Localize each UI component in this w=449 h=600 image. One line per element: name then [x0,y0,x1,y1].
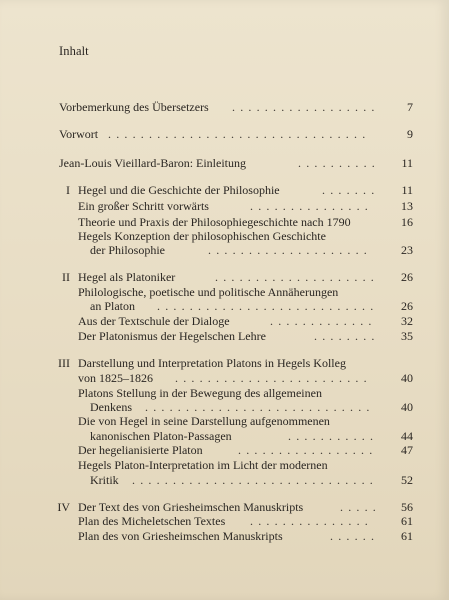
chapter-numeral: III [58,356,70,370]
toc-page-number: 9 [407,127,413,141]
toc-page-number: 23 [401,243,413,257]
toc-entry [0,298,413,314]
toc-entry-title: Plan des Micheletschen Textes [78,514,226,528]
dot-leader: ............. [270,314,377,328]
toc-entry-title: Hegels Platon-Interpretation im Licht der modernen [78,458,328,472]
dot-leader: .......... [298,156,380,170]
toc-entry-title: an Platon [90,299,135,313]
toc-entry-title: Hegel und die Geschichte der Philosophie [78,183,280,197]
dot-leader: ............................ [145,400,375,414]
dot-leader: ........................... [157,299,379,313]
toc-page-number: 47 [401,443,413,457]
toc-entry-title: Vorwort [59,127,99,141]
toc-entry [0,528,413,544]
toc-page-number: 61 [401,514,413,528]
toc-entry-title: Kritik [90,473,119,487]
toc-page-number: 61 [401,529,413,543]
toc-page-number: 11 [401,156,413,170]
dot-leader: .................. [232,100,380,114]
toc-entry-title: Vorbemerkung des Übersetzers [59,100,209,114]
dot-leader: ....... [322,183,380,197]
toc-entry-title: Der hegelianisierte Platon [78,443,203,457]
toc-page-number: 40 [401,400,413,414]
toc-page-number: 52 [401,473,413,487]
toc-entry-title: Hegels Konzeption der philosophischen Geschichte [78,229,326,243]
toc-entry-title: der Philosophie [90,243,165,257]
toc-page-number: 7 [407,100,413,114]
dot-leader: ..... [340,500,381,514]
toc-entry [0,355,413,371]
toc-entry-title: Theorie und Praxis der Philosophiegeschichte nach 1790 [78,215,351,229]
dot-leader: ............... [250,199,373,213]
toc-entry [0,457,413,473]
chapter-numeral: IV [57,500,70,514]
toc-entry [0,472,413,488]
dot-leader: ................. [238,443,378,457]
toc-entry-title: kanonischen Platon-Passagen [90,429,232,443]
toc-entry-title: Aus der Textschule der Dialoge [78,314,230,328]
toc-entry-title: Darstellung und Interpretation Platons in Hegels Kolleg [78,356,346,370]
toc-page-number: 26 [401,299,413,313]
toc-entry [0,328,413,344]
toc-entry [0,413,413,429]
toc-entry-title: Philologische, poetische und politische Annäherungen [78,285,339,299]
dot-leader: ...... [330,529,380,543]
dot-leader: ............... [250,514,373,528]
toc-page-number: 32 [401,314,413,328]
toc-entry-title: Jean-Louis Vieillard-Baron: Einleitung [59,156,247,170]
toc-entry [0,242,413,258]
dot-leader: ................................ [108,127,371,141]
toc-entry-title: Die von Hegel in seine Darstellung aufgenommenen [78,414,330,428]
toc-page-number: 16 [401,215,413,229]
dot-leader: .................... [215,270,379,284]
toc-entry [0,269,413,285]
dot-leader: .............................. [132,473,378,487]
toc-entry [0,126,413,142]
toc-entry-title: Der Platonismus der Hegelschen Lehre [78,329,266,343]
toc-entry [0,99,413,115]
toc-page-number: 56 [401,500,413,514]
toc-entry-title: Plan des von Griesheimschen Manuskripts [78,529,283,543]
toc-entry-title: Denkens [90,400,132,414]
dot-leader: .................... [208,243,372,257]
chapter-numeral: I [66,183,70,197]
toc-entry-title: von 1825–1826 [78,371,153,385]
toc-entry [0,182,413,198]
toc-page-number: 35 [401,329,413,343]
toc-entry-title: Hegel als Platoniker [78,270,176,284]
chapter-numeral: II [62,270,70,284]
toc-entry [0,370,413,386]
toc-page-number: 11 [401,183,413,197]
toc-page-number: 40 [401,371,413,385]
toc-entry [0,198,413,214]
toc-heading: Inhalt [59,44,89,58]
toc-entry [0,442,413,458]
toc-entry [0,155,413,171]
toc-page-number: 13 [401,199,413,213]
toc-entry-title: Der Text des von Griesheimschen Manuskripts [78,500,304,514]
toc-entry-title: Platons Stellung in der Bewegung des allgemeinen [78,386,322,400]
toc-entry [0,513,413,529]
toc-entry-title: Ein großer Schritt vorwärts [78,199,209,213]
toc-page-number: 44 [401,429,413,443]
dot-leader: ........................ [175,371,372,385]
dot-leader: ........... [288,429,379,443]
dot-leader: ........ [314,329,380,343]
toc-page-number: 26 [401,270,413,284]
toc-entry [0,313,413,329]
